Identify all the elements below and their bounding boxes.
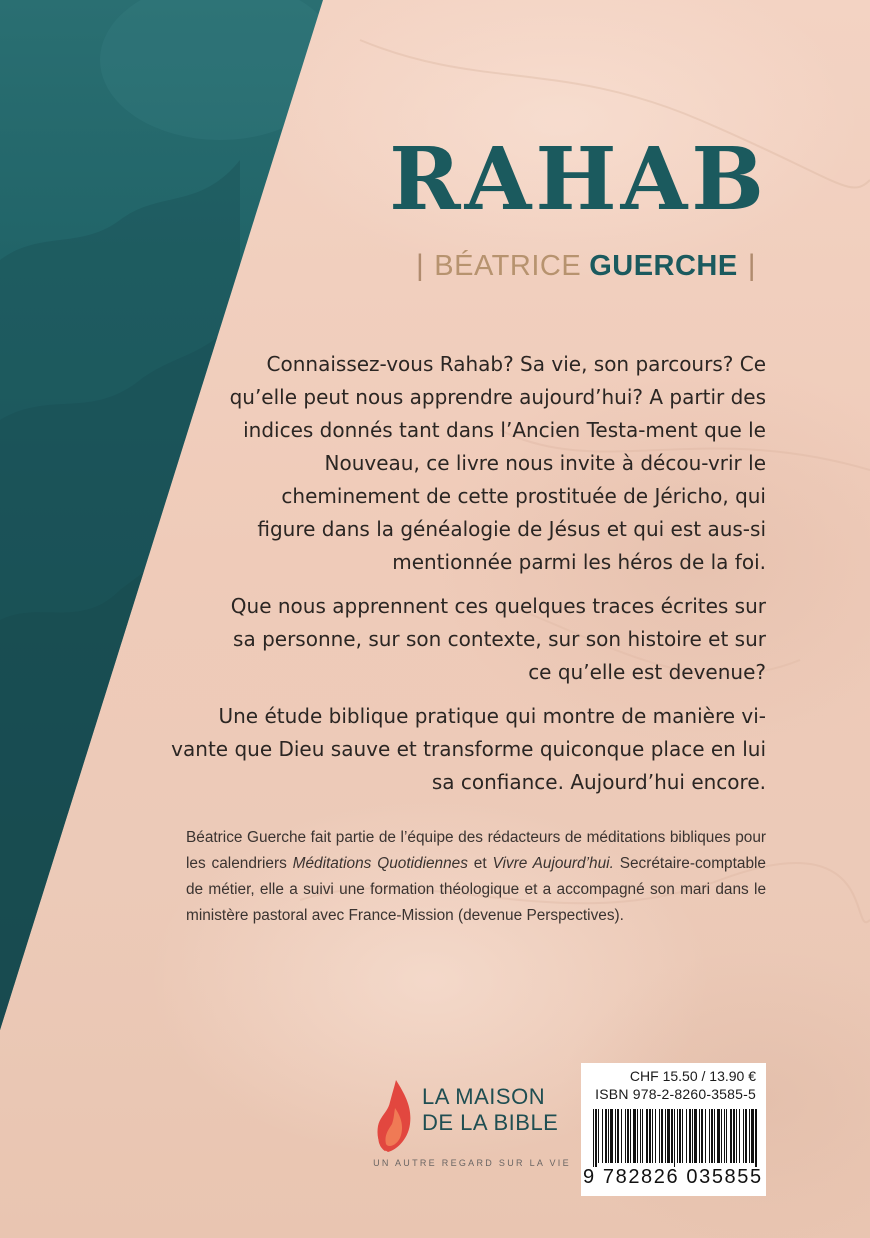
barcode-bar bbox=[602, 1109, 603, 1163]
barcode-bars bbox=[593, 1109, 759, 1167]
bio-calendar-2: Vivre Aujourd’hui. bbox=[492, 855, 614, 872]
barcode-bar bbox=[646, 1109, 648, 1163]
barcode-bar bbox=[677, 1109, 678, 1163]
barcode-bar bbox=[615, 1109, 616, 1163]
bio-text-2: Secrétaire-comptable de métier, elle a suivi une formation théologique et a accompagné son mari dans le ministère pastoral avec France-Mission (devenue Perspectives). bbox=[186, 855, 766, 924]
barcode-bar bbox=[692, 1109, 693, 1163]
barcode-bar bbox=[689, 1109, 691, 1163]
blurb-paragraph-1: Connaissez-vous Rahab? Sa vie, son parcours? Ce qu’elle peut nous apprendre aujourd’hui? A partir des indices donnés tant dans l’Ancien Testa-ment que le Nouveau, ce livre nous invite à décou-vrir le cheminement de cette prostituée de Jéricho, qui figure dans la généalogie de Jésus et qui est aus-si mentionnée parmi les héros de la foi. bbox=[229, 352, 766, 574]
barcode-bar bbox=[755, 1109, 757, 1167]
barcode-bar bbox=[649, 1109, 651, 1163]
barcode-bar bbox=[721, 1109, 722, 1163]
barcode-bar bbox=[652, 1109, 653, 1163]
barcode-bar bbox=[617, 1109, 619, 1163]
flame-icon bbox=[376, 1078, 412, 1154]
barcode-bar bbox=[633, 1109, 636, 1163]
barcode-bar bbox=[686, 1109, 687, 1163]
barcode-bar bbox=[595, 1109, 597, 1167]
price-label: CHF 15.50 / 13.90 € bbox=[629, 1068, 756, 1084]
author-line bbox=[406, 246, 766, 286]
barcode-bar bbox=[682, 1109, 683, 1163]
author-separator-left: | bbox=[416, 249, 425, 282]
barcode-bar bbox=[751, 1109, 754, 1163]
author-separator-right: | bbox=[747, 249, 756, 282]
barcode-bar bbox=[733, 1109, 735, 1163]
barcode-bar bbox=[736, 1109, 737, 1163]
publisher-logo bbox=[372, 1074, 572, 1174]
barcode-bar bbox=[593, 1109, 594, 1167]
barcode-bar bbox=[711, 1109, 713, 1163]
barcode-bar bbox=[743, 1109, 744, 1163]
barcode-bar bbox=[605, 1109, 607, 1163]
barcode-bar bbox=[701, 1109, 703, 1163]
isbn-label: ISBN 978-2-8260-3585-5 bbox=[595, 1086, 756, 1102]
author-first-name: BÉATRICE bbox=[434, 249, 582, 282]
barcode-bar bbox=[661, 1109, 663, 1163]
author-bio bbox=[186, 825, 766, 929]
barcode-bar bbox=[726, 1109, 727, 1163]
barcode-bar bbox=[714, 1109, 715, 1163]
barcode-bar bbox=[679, 1109, 681, 1163]
barcode-bar bbox=[655, 1109, 656, 1163]
barcode-bar bbox=[625, 1109, 626, 1163]
blurb-paragraph-3: Une étude biblique pratique qui montre de manière vi-vante que Dieu sauve et transforme quiconque place en lui sa confiance. Aujourd’hui encore. bbox=[171, 704, 766, 794]
barcode-bar bbox=[621, 1109, 622, 1163]
publisher-tagline: UN AUTRE REGARD SUR LA VIE bbox=[373, 1158, 571, 1168]
barcode-bar bbox=[610, 1109, 613, 1163]
blurb-paragraph-2: Que nous apprennent ces quelques traces écrites sur sa personne, sur son contexte, sur son histoire et sur ce qu’elle est devenue? bbox=[230, 594, 766, 684]
barcode-bar bbox=[724, 1109, 725, 1163]
book-title: RAHAB bbox=[389, 129, 768, 230]
barcode-bar bbox=[667, 1109, 670, 1163]
barcode-bar bbox=[671, 1109, 673, 1163]
barcode-bar bbox=[699, 1109, 700, 1163]
barcode-bar bbox=[739, 1109, 740, 1163]
barcode-bar bbox=[642, 1109, 643, 1163]
bio-and: et bbox=[467, 855, 493, 872]
barcode-bar bbox=[705, 1109, 706, 1163]
author-last-name: GUERCHE bbox=[589, 249, 738, 282]
barcode-bar bbox=[630, 1109, 631, 1163]
barcode-bar bbox=[640, 1109, 641, 1163]
barcode-digits: 9 782826 035855 bbox=[583, 1166, 763, 1188]
publisher-name bbox=[422, 1084, 558, 1136]
barcode-bar bbox=[637, 1109, 638, 1163]
bio-text-1: Béatrice Guerche fait partie de l’équipe des rédacteurs de méditations bibliques pour les calendriers bbox=[186, 829, 766, 872]
barcode-bar bbox=[665, 1109, 666, 1163]
barcode-bar bbox=[659, 1109, 660, 1163]
barcode-bar bbox=[598, 1109, 599, 1163]
bio-calendar-1: Méditations Quotidiennes bbox=[292, 855, 468, 872]
barcode-bar bbox=[627, 1109, 629, 1163]
barcode-bar bbox=[608, 1109, 609, 1163]
barcode-bar bbox=[674, 1109, 675, 1167]
publisher-line-1: LA MAISON bbox=[422, 1084, 546, 1109]
barcode-bar bbox=[717, 1109, 720, 1163]
barcode-bar bbox=[694, 1109, 697, 1163]
barcode-bar bbox=[749, 1109, 750, 1163]
barcode-bar bbox=[730, 1109, 732, 1163]
barcode-bar bbox=[709, 1109, 710, 1163]
publisher-line-2: DE LA BIBLE bbox=[422, 1110, 559, 1135]
barcode-box bbox=[581, 1063, 766, 1196]
barcode-bar bbox=[745, 1109, 747, 1163]
